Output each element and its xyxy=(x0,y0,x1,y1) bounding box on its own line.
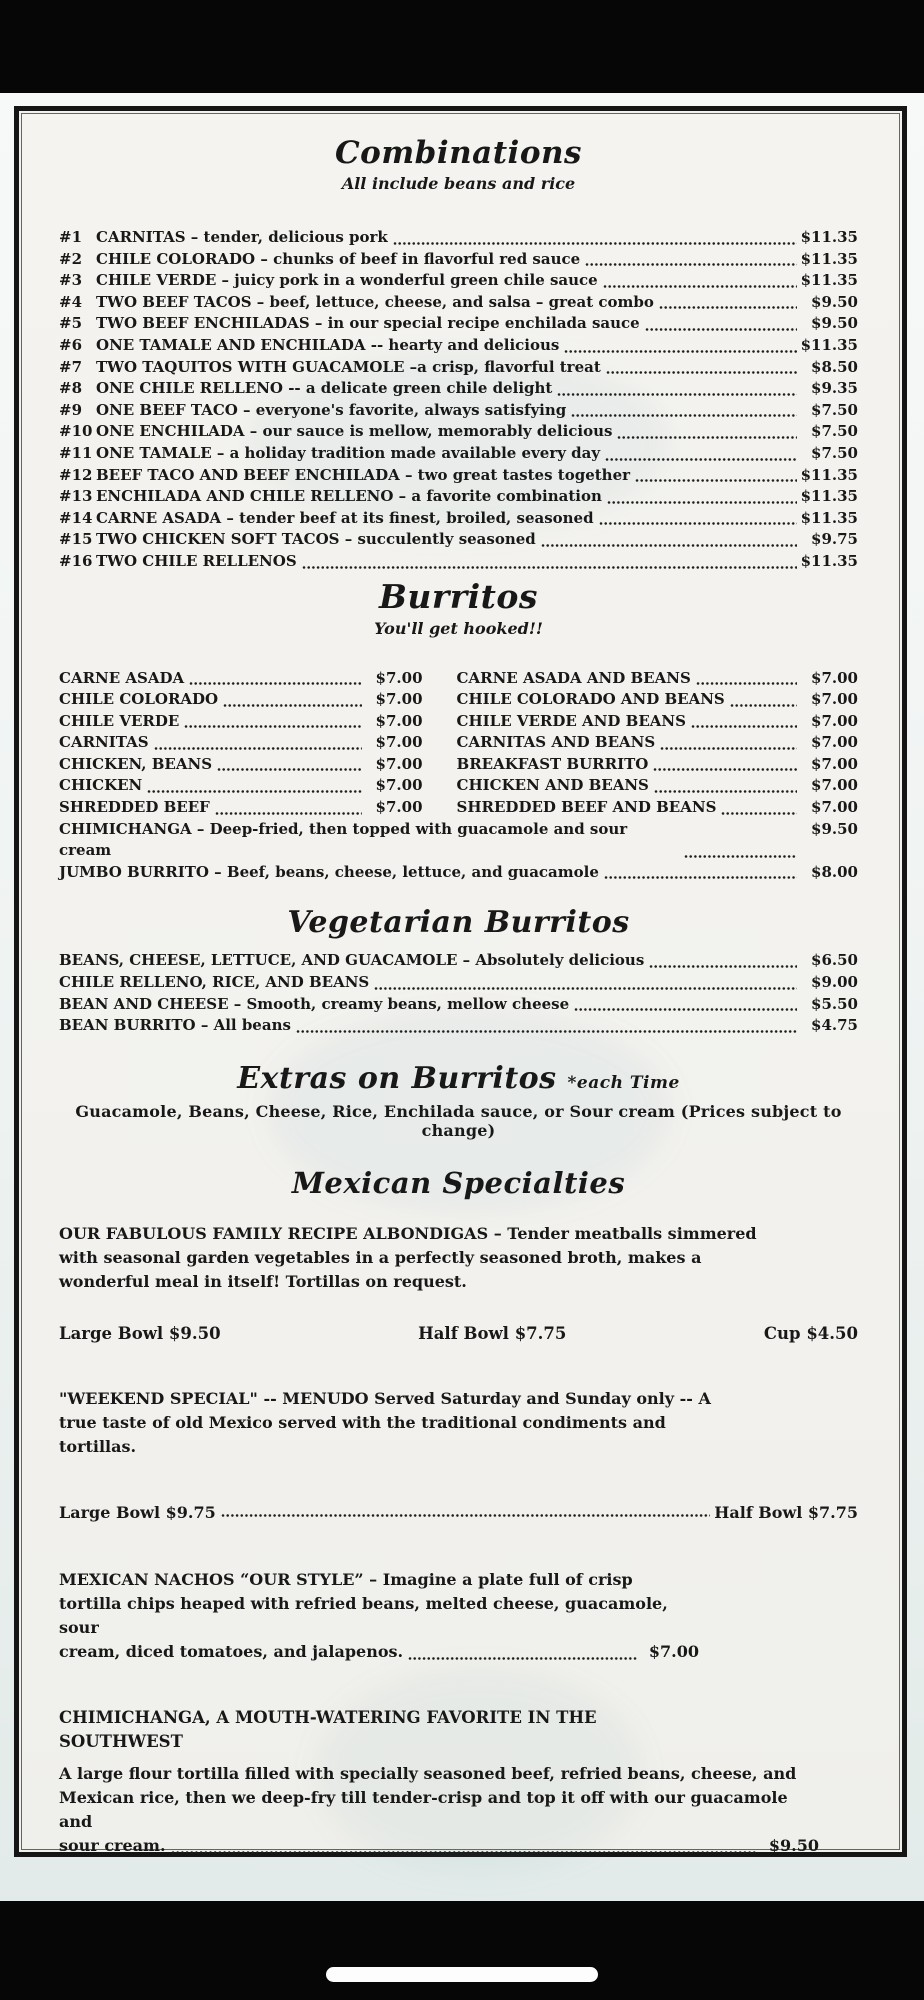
item-number: #7 xyxy=(59,357,83,376)
item-text: ONE CHILE RELLENO -- a delicate green chile delight xyxy=(96,379,553,398)
item-number: #9 xyxy=(59,400,83,419)
dot-leader xyxy=(649,963,797,970)
item-price: $7.00 xyxy=(375,754,423,773)
item-price: $11.35 xyxy=(800,508,858,527)
item-text: CHIMICHANGA – Deep-fried, then topped with guacamole and sour cream xyxy=(59,819,628,860)
dot-leader xyxy=(571,412,797,419)
item-price: $7.00 xyxy=(811,798,858,817)
section-title-vegetarian-burritos: Vegetarian Burritos xyxy=(287,905,630,941)
menu-item-row xyxy=(59,797,423,819)
menu-item-row xyxy=(59,357,858,379)
item-price: $9.50 xyxy=(811,314,858,333)
item-price: $9.00 xyxy=(811,973,858,992)
extras-title: Extras on Burritos xyxy=(237,1060,557,1096)
item-text: BEEF TACO AND BEEF ENCHILADA – two great tastes together xyxy=(96,465,631,484)
dot-leader xyxy=(605,456,797,463)
dot-leader xyxy=(653,766,797,773)
menu-item-row xyxy=(59,711,423,733)
dot-leader xyxy=(585,261,796,268)
menu-item-row xyxy=(59,775,423,797)
item-text: CARNE ASADA AND BEANS xyxy=(456,668,691,687)
item-price: $8.50 xyxy=(811,357,858,376)
menu-item-row xyxy=(59,292,858,314)
item-number: #2 xyxy=(59,249,83,268)
dot-leader xyxy=(599,520,797,527)
menu-photo xyxy=(0,93,924,1901)
item-price: $7.00 xyxy=(811,776,858,795)
item-text: CHILE VERDE AND BEANS xyxy=(456,711,686,730)
menu-item-row xyxy=(457,754,858,776)
dot-leader xyxy=(154,745,362,752)
dot-leader xyxy=(408,1655,638,1662)
dot-leader xyxy=(635,477,797,484)
chimichanga-description-end: sour cream. xyxy=(59,1835,166,1855)
item-text: BEAN BURRITO – All beans xyxy=(59,1016,291,1035)
menu-item-row xyxy=(59,227,858,249)
item-number: #3 xyxy=(59,271,83,290)
menu-item-row xyxy=(59,529,858,551)
item-price: $9.50 xyxy=(811,819,858,838)
item-text: ONE TAMALE – a holiday tradition made available every day xyxy=(96,443,601,462)
item-number: #15 xyxy=(59,530,93,549)
dot-leader xyxy=(374,985,797,992)
item-text: CHILE VERDE xyxy=(59,711,180,730)
menu-item-row xyxy=(59,1015,858,1037)
item-text: ONE TAMALE AND ENCHILADA -- hearty and delicious xyxy=(96,335,560,354)
item-text: CARNE ASADA – tender beef at its finest, broiled, seasoned xyxy=(96,508,594,527)
item-text: CHILE COLORADO AND BEANS xyxy=(456,690,725,709)
menu-item-row xyxy=(457,711,858,733)
item-text: ENCHILADA AND CHILE RELLENO – a favorite combination xyxy=(96,487,602,506)
item-text: ONE BEEF TACO – everyone's favorite, always satisfying xyxy=(96,400,567,419)
item-number: #10 xyxy=(59,422,93,441)
item-price: $11.35 xyxy=(800,249,858,268)
menu-item-row xyxy=(59,313,858,335)
item-price: $7.50 xyxy=(811,400,858,419)
item-price: $11.35 xyxy=(800,465,858,484)
menu-item-row xyxy=(457,797,858,819)
item-price: $7.00 xyxy=(811,690,858,709)
item-text: CARNITAS AND BEANS xyxy=(456,733,656,752)
item-price: $8.00 xyxy=(811,862,858,881)
item-price: $7.50 xyxy=(811,422,858,441)
status-bar xyxy=(0,0,924,93)
chimichanga-title: CHIMICHANGA, A MOUTH-WATERING FAVORITE IN THE SOUTHWEST xyxy=(59,1707,597,1751)
dot-leader xyxy=(606,369,797,376)
item-price: $7.00 xyxy=(811,711,858,730)
dot-leader xyxy=(696,680,797,687)
burritos-subtitle: You'll get hooked!! xyxy=(374,618,543,638)
dot-leader xyxy=(223,702,361,709)
item-text: ONE ENCHILADA – our sauce is mellow, memorably delicious xyxy=(96,422,613,441)
item-text: CARNE ASADA xyxy=(59,668,185,687)
item-text: TWO CHILE RELLENOS xyxy=(96,551,297,570)
section-title-combinations: Combinations xyxy=(335,135,582,171)
item-text: BEANS, CHEESE, LETTUCE, AND GUACAMOLE – Absolutely delicious xyxy=(59,951,645,970)
menu-page xyxy=(14,106,907,1857)
item-text: TWO CHICKEN SOFT TACOS – succulently seasoned xyxy=(96,530,536,549)
albondigas-half-bowl: Half Bowl $7.75 xyxy=(418,1323,567,1343)
dot-leader xyxy=(217,766,362,773)
item-price: $9.50 xyxy=(811,292,858,311)
menu-item-row xyxy=(59,668,423,690)
section-title-mexican-specialties: Mexican Specialties xyxy=(291,1165,626,1200)
item-number: #1 xyxy=(59,228,83,246)
item-number: #5 xyxy=(59,314,83,333)
item-text: SHREDDED BEEF AND BEANS xyxy=(456,798,717,817)
combinations-list xyxy=(59,227,858,573)
section-title-burritos: Burritos xyxy=(378,576,539,616)
burritos-columns xyxy=(59,668,858,819)
menu-item-row xyxy=(457,732,858,754)
item-price: $7.00 xyxy=(375,798,423,817)
item-price: $7.00 xyxy=(375,711,423,730)
item-text: BEAN AND CHEESE – Smooth, creamy beans, mellow cheese xyxy=(59,994,570,1013)
menu-item-row xyxy=(457,668,858,690)
item-price: $6.50 xyxy=(811,951,858,970)
item-price: $7.00 xyxy=(375,733,423,752)
item-price: $9.35 xyxy=(811,379,858,398)
dot-leader xyxy=(541,542,797,549)
item-price: $11.35 xyxy=(800,551,858,570)
item-text: CHILE COLORADO – chunks of beef in flavorful red sauce xyxy=(96,249,581,268)
item-text: CHICKEN xyxy=(59,776,143,795)
item-price: $11.35 xyxy=(800,271,858,290)
combinations-subtitle: All include beans and rice xyxy=(341,174,576,193)
albondigas-large-bowl: Large Bowl $9.50 xyxy=(59,1323,221,1343)
menu-item-row xyxy=(59,443,858,465)
menu-item-row xyxy=(59,551,858,573)
item-price: $5.50 xyxy=(811,994,858,1013)
item-price: $7.00 xyxy=(375,690,423,709)
menu-item-row xyxy=(59,950,858,972)
bottom-bar xyxy=(0,1901,924,2000)
item-text: CHICKEN AND BEANS xyxy=(456,776,649,795)
vegetarian-list xyxy=(59,950,858,1036)
menu-item-row xyxy=(59,732,423,754)
dot-leader xyxy=(730,702,797,709)
item-text: CHICKEN, BEANS xyxy=(59,754,213,773)
item-number: #13 xyxy=(59,487,93,506)
nachos-description-end: cream, diced tomatoes, and jalapenos. xyxy=(59,1641,404,1661)
nachos-description: MEXICAN NACHOS “OUR STYLE” – Imagine a plate full of crisp tortilla chips heaped with refried beans, melted cheese, guacamole, sour xyxy=(59,1569,668,1637)
item-text: CHILE RELLENO, RICE, AND BEANS xyxy=(59,973,370,992)
menu-item-row xyxy=(457,775,858,797)
dot-leader xyxy=(564,348,796,355)
menu-item-row xyxy=(457,689,858,711)
chimichanga-price: $9.50 xyxy=(768,1835,819,1855)
dot-leader xyxy=(604,874,797,881)
item-price: $11.35 xyxy=(800,228,858,246)
item-number: #16 xyxy=(59,551,93,570)
nachos-price-line xyxy=(59,1640,699,1664)
dot-leader xyxy=(645,326,797,333)
menu-item-row xyxy=(59,335,858,357)
menu-item-row xyxy=(59,249,858,271)
dot-leader xyxy=(660,745,797,752)
item-price: $11.35 xyxy=(800,487,858,506)
menu-item-row xyxy=(59,400,858,422)
item-price: $7.00 xyxy=(811,733,858,752)
menudo-half-bowl: Half Bowl $7.75 xyxy=(714,1502,858,1522)
item-price: $9.75 xyxy=(811,530,858,549)
dot-leader xyxy=(617,434,797,441)
dot-leader xyxy=(171,1849,758,1856)
albondigas-cup: Cup $4.50 xyxy=(763,1323,858,1343)
dot-leader xyxy=(557,391,797,398)
menu-item-row xyxy=(59,972,858,994)
item-text: TWO BEEF TACOS – beef, lettuce, cheese, and salsa – great combo xyxy=(96,292,654,311)
item-price: $7.00 xyxy=(811,668,858,687)
item-price: $7.00 xyxy=(375,668,423,687)
home-indicator[interactable] xyxy=(326,1967,598,1982)
dot-leader xyxy=(221,1512,711,1519)
item-text: TWO TAQUITOS WITH GUACAMOLE –a crisp, flavorful treat xyxy=(96,357,601,376)
dot-leader xyxy=(147,788,361,795)
item-text: CARNITAS – tender, delicious pork xyxy=(96,228,388,246)
burritos-wide-items xyxy=(59,819,858,884)
menu-item-row xyxy=(59,270,858,292)
item-number: #4 xyxy=(59,292,83,311)
item-number: #6 xyxy=(59,335,83,354)
item-number: #11 xyxy=(59,443,93,462)
menu-item-row xyxy=(59,465,858,487)
albondigas-sizes-row xyxy=(59,1324,858,1343)
menudo-sizes-row xyxy=(59,1503,858,1522)
menu-item-row xyxy=(59,421,858,443)
item-text: SHREDDED BEEF xyxy=(59,798,210,817)
dot-leader xyxy=(721,810,797,817)
menu-item-row xyxy=(59,994,858,1016)
menu-item-row xyxy=(59,862,858,884)
item-text: CARNITAS xyxy=(59,733,149,752)
item-price: $7.00 xyxy=(811,754,858,773)
albondigas-description: OUR FABULOUS FAMILY RECIPE ALBONDIGAS – Tender meatballs simmered with seasonal garden vegetables in a perfectly seasoned broth, makes a wonderful meal in itself! Tortillas on request. xyxy=(59,1223,757,1291)
item-text: BREAKFAST BURRITO xyxy=(456,754,649,773)
nachos-price: $7.00 xyxy=(648,1641,699,1661)
burritos-right-column xyxy=(457,668,858,819)
dot-leader xyxy=(574,1006,797,1013)
dot-leader xyxy=(296,1028,797,1035)
menudo-large-bowl: Large Bowl $9.75 xyxy=(59,1502,216,1522)
dot-leader xyxy=(684,853,797,860)
dot-leader xyxy=(184,723,361,730)
item-price: $4.75 xyxy=(811,1016,858,1035)
dot-leader xyxy=(189,680,361,687)
item-text: CHILE VERDE – juicy pork in a wonderful green chile sauce xyxy=(96,271,598,290)
item-price: $11.35 xyxy=(800,335,858,354)
dot-leader xyxy=(691,723,797,730)
dot-leader xyxy=(393,240,797,247)
dot-leader xyxy=(215,810,362,817)
extras-note: *each Time xyxy=(567,1072,680,1093)
item-text: CHILE COLORADO xyxy=(59,690,219,709)
menu-item-row xyxy=(59,378,858,400)
extras-line: Guacamole, Beans, Cheese, Rice, Enchilada sauce, or Sour cream (Prices subject to change) xyxy=(75,1101,842,1140)
dot-leader xyxy=(607,499,797,506)
item-price: $7.50 xyxy=(811,443,858,462)
item-number: #14 xyxy=(59,508,93,527)
dot-leader xyxy=(603,283,797,290)
menu-item-row xyxy=(59,486,858,508)
dot-leader xyxy=(302,564,797,571)
burritos-left-column xyxy=(59,668,423,819)
item-number: #8 xyxy=(59,379,83,398)
item-price: $7.00 xyxy=(375,776,423,795)
item-text: JUMBO BURRITO – Beef, beans, cheese, lettuce, and guacamole xyxy=(59,862,599,881)
menu-item-row xyxy=(59,689,423,711)
dot-leader xyxy=(659,304,797,311)
dot-leader xyxy=(654,788,797,795)
chimichanga-price-line xyxy=(59,1834,819,1858)
menu-item-row xyxy=(59,508,858,530)
item-number: #12 xyxy=(59,465,93,484)
chimichanga-description: A large flour tortilla filled with specially seasoned beef, refried beans, cheese, and Mexican rice, then we deep-fry till tender-crisp and top it off with our guacamole and xyxy=(59,1763,797,1831)
item-text: TWO BEEF ENCHILADAS – in our special recipe enchilada sauce xyxy=(96,314,640,333)
menudo-description: "WEEKEND SPECIAL" -- MENUDO Served Saturday and Sunday only -- A true taste of old Mexico served with the traditional condiments and tortillas. xyxy=(59,1388,711,1456)
menu-item-row xyxy=(59,754,423,776)
menu-item-row xyxy=(59,819,858,862)
section-title-extras xyxy=(59,1061,858,1096)
